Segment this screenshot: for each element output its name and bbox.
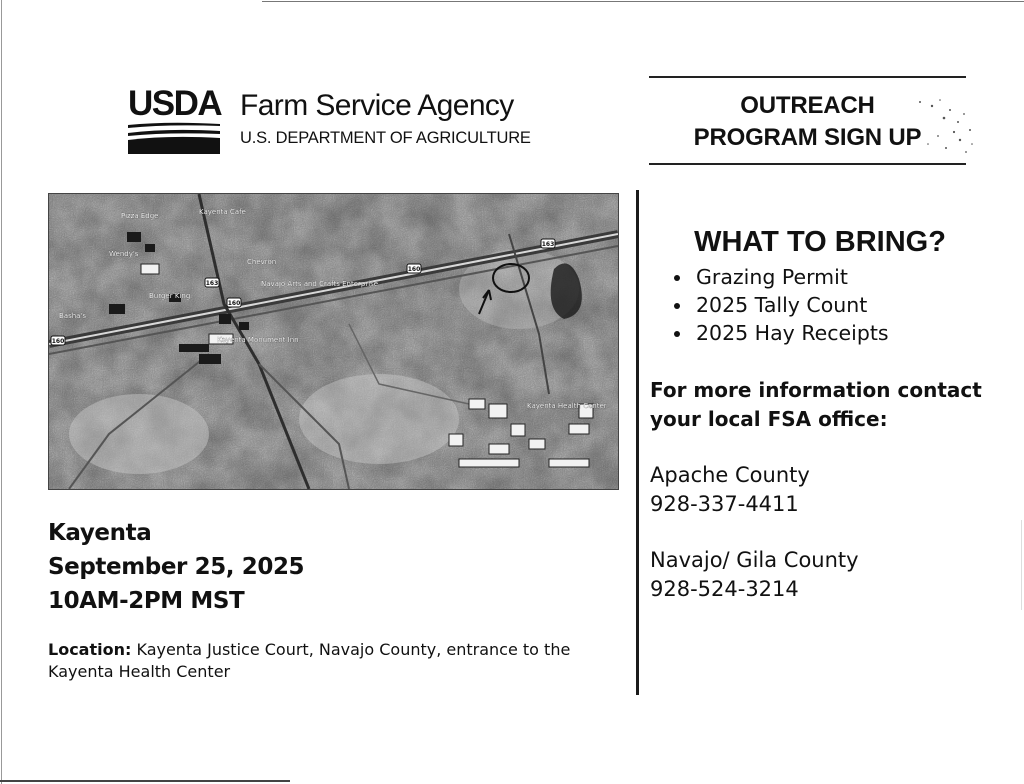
scan-edge-bottom (0, 780, 290, 782)
contact-heading: For more information contact your local FSA office: (650, 378, 982, 431)
svg-text:160: 160 (407, 266, 421, 273)
location-text: Kayenta Justice Court, Navajo County, entrance to the Kayenta Health Center (48, 640, 571, 681)
map-label: Kayenta Health Center (527, 402, 607, 410)
svg-text:160: 160 (51, 338, 65, 345)
event-date: September 25, 2025 (48, 554, 305, 580)
event-time: 10AM-2PM MST (48, 588, 245, 614)
column-divider (636, 190, 639, 695)
event-location-title: Kayenta (48, 520, 152, 546)
aerial-map (48, 193, 619, 490)
map-label: Pizza Edge (121, 212, 159, 220)
road-marker-163 (205, 278, 219, 287)
outreach-title-line1: OUTREACH (740, 92, 875, 119)
usda-acronym: USDA (128, 84, 222, 123)
outreach-title-line2: PROGRAM SIGN UP (693, 124, 922, 151)
office-phone: 928-524-3214 (650, 577, 799, 601)
location-label: Location: (48, 640, 132, 659)
scan-edge-left (1, 0, 2, 784)
map-label: Navajo Arts and Crafts Enterprise (261, 280, 379, 288)
event-location (48, 639, 608, 683)
road-marker-160 (51, 336, 65, 345)
list-item: 2025 Hay Receipts (672, 319, 889, 347)
scan-speckle (880, 92, 980, 162)
map-label: Kayenta Monument Inn (217, 336, 299, 344)
road-marker-160 (407, 264, 421, 273)
usda-fsa-logo (128, 84, 548, 158)
office-county: Navajo/ Gila County (650, 548, 859, 572)
list-item: 2025 Tally Count (672, 291, 889, 319)
what-to-bring-heading: WHAT TO BRING? (694, 226, 946, 258)
what-to-bring-list (672, 263, 889, 347)
map-label: Kayenta Cafe (199, 208, 246, 216)
scan-edge-right (1021, 520, 1022, 610)
map-label: Burger King (149, 292, 191, 300)
office-phone: 928-337-4411 (650, 492, 799, 516)
agency-name: Farm Service Agency (240, 89, 514, 122)
road-marker-163 (541, 239, 555, 248)
svg-text:163: 163 (205, 280, 219, 287)
list-item: Grazing Permit (672, 263, 889, 291)
map-label: Wendy's (109, 250, 139, 258)
scan-edge-top (262, 1, 1024, 2)
svg-text:160: 160 (227, 300, 241, 307)
usda-mark (128, 84, 222, 154)
office-county: Apache County (650, 463, 810, 487)
department-name: U.S. DEPARTMENT OF AGRICULTURE (240, 129, 531, 147)
map-label: Chevron (247, 258, 277, 266)
svg-text:163: 163 (541, 241, 555, 248)
road-marker-160 (227, 298, 241, 307)
map-label: Basha's (59, 312, 87, 320)
usda-field-bars-icon (128, 122, 220, 154)
